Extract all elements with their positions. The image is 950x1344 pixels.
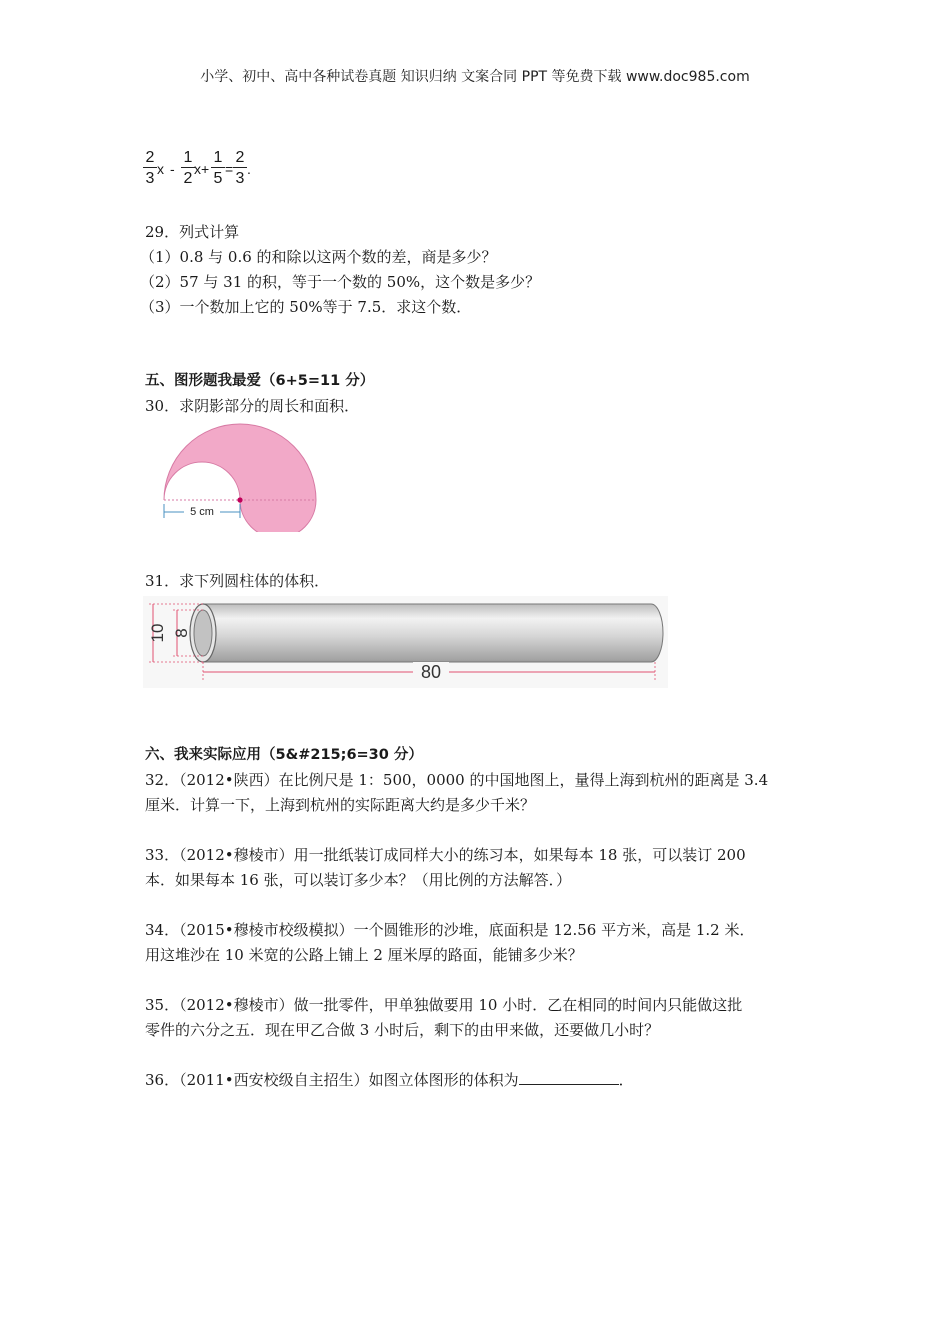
section-6-heading: 六、我来实际应用（5&#215;6=30 分） bbox=[145, 747, 423, 763]
equals-sign: = bbox=[225, 161, 234, 177]
q33-line-2: 本．如果每本 16 张，可以装订多少本？（用比例的方法解答．） bbox=[145, 871, 572, 889]
fraction-2-3-b: 2 3 bbox=[233, 148, 247, 187]
q34-line-2: 用这堆沙在 10 米宽的公路上铺上 2 厘米厚的路面，能铺多少米？ bbox=[145, 946, 583, 964]
answer-blank[interactable] bbox=[519, 1070, 619, 1085]
fraction-2-3: 2 3 bbox=[143, 148, 157, 187]
page-header: 小学、初中、高中各种试卷真题 知识归纳 文案合同 PPT 等免费下载 www.doc985.com bbox=[200, 69, 750, 85]
pipe-body bbox=[203, 604, 663, 662]
variable-x-plus: x+ bbox=[194, 161, 210, 177]
inner-diameter-label: 8 bbox=[172, 628, 191, 638]
period: . bbox=[247, 161, 251, 177]
dimension-label: 5 cm bbox=[190, 506, 214, 518]
q36-line bbox=[145, 1070, 634, 1090]
pipe-inner-rim bbox=[194, 610, 212, 656]
q29-title: 29．列式计算 bbox=[145, 223, 240, 241]
cylinder-figure bbox=[143, 596, 668, 688]
q31-text: 31．求下列圆柱体的体积． bbox=[145, 572, 330, 590]
minus-sign: - bbox=[170, 161, 175, 177]
q35-line-2: 零件的六分之五．现在甲乙合做 3 小时后，剩下的由甲来做，还要做几小时？ bbox=[145, 1021, 660, 1039]
length-label: 80 bbox=[420, 662, 442, 682]
q29-item-1: （1）0.8 与 0.6 的和除以这两个数的差，商是多少？ bbox=[140, 248, 497, 266]
variable-x: x bbox=[157, 161, 164, 177]
section-5-heading: 五、图形题我最爱（6+5=11 分） bbox=[145, 373, 375, 389]
q32-line-1: 32．（2012•陕西）在比例尺是 1：500，0000 的中国地图上，量得上海到杭州的距离是 3.4 bbox=[145, 771, 769, 789]
q35-line-1: 35．（2012•穆棱市）做一批零件，甲单独做要用 10 小时．乙在相同的时间内只能做这批 bbox=[145, 996, 743, 1014]
fraction-1-5: 1 5 bbox=[211, 148, 225, 187]
outer-diameter-label: 10 bbox=[148, 623, 167, 643]
q29-item-2: （2）57 与 31 的积，等于一个数的 50%，这个数是多少？ bbox=[140, 273, 541, 291]
q29-item-3: （3）一个数加上它的 50%等于 7.5．求这个数． bbox=[140, 298, 472, 316]
q30-text: 30．求阴影部分的周长和面积． bbox=[145, 397, 360, 415]
center-dot bbox=[237, 497, 242, 502]
q32-line-2: 厘米．计算一下，上海到杭州的实际距离大约是多少千米？ bbox=[145, 796, 536, 814]
q33-line-1: 33．（2012•穆棱市）用一批纸装订成同样大小的练习本，如果每本 18 张，可以装订 200 bbox=[145, 846, 746, 864]
q34-line-1: 34．（2015•穆棱市校级模拟）一个圆锥形的沙堆，底面积是 12.56 平方米，高是 1.2 米． bbox=[145, 921, 755, 939]
shaded-region-figure bbox=[150, 420, 325, 532]
q36-end: ． bbox=[618, 1071, 634, 1089]
fraction-1-2: 1 2 bbox=[181, 148, 195, 187]
q36-text: 36．（2011•西安校级自主招生）如图立体图形的体积为 bbox=[145, 1071, 519, 1089]
